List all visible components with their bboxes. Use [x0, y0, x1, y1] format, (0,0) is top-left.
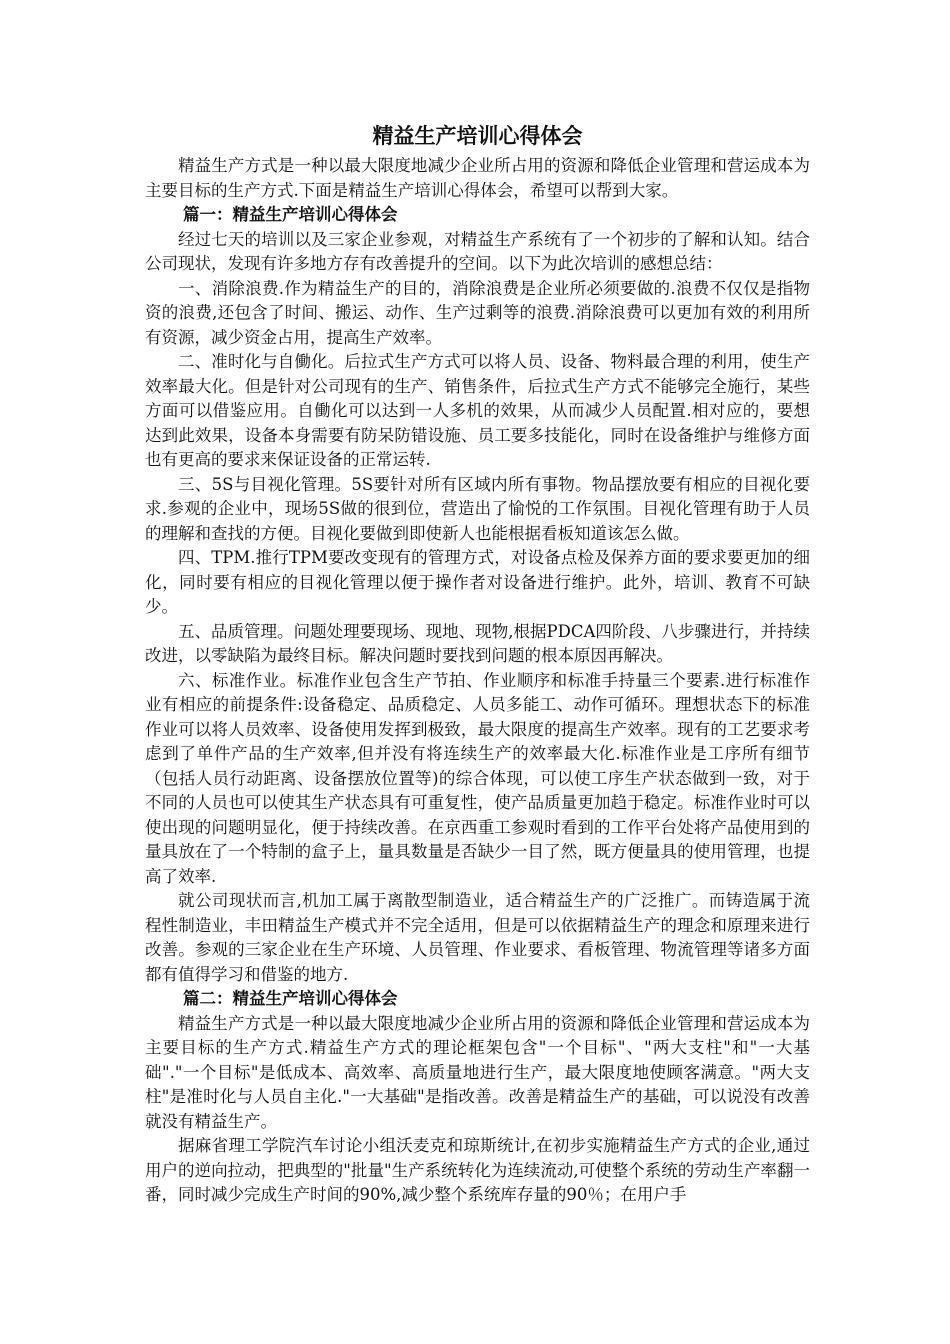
- paragraph: 三、5S与目视化管理。5S要针对所有区域内所有事物。物品摆放要有相应的目视化要求.参观的企业中，现场5S做的很到位，营造出了愉悦的工作氛围。目视化管理有助于人员的理解和查找的方便。目视化要做到即使新人也能根据看板知道该怎么做。: [145, 474, 810, 543]
- paragraph: 经过七天的培训以及三家企业参观，对精益生产系统有了一个初步的了解和认知。结合公司现状，发现有许多地方存有改善提升的空间。以下为此次培训的感想总结：: [145, 229, 810, 273]
- paragraph: 精益生产方式是一种以最大限度地减少企业所占用的资源和降低企业管理和营运成本为主要目标的生产方式.精益生产方式的理论框架包含"一个目标"、"两大支柱"和"一大基础"."一个目标"是低成本、高效率、高质量地进行生产，最大限度地使顾客满意。"两大支柱"是准时化与人员自主化."一大基础"是指改善。改善是精益生产的基础，可以说没有改善就没有精益生产。: [145, 1013, 810, 1131]
- paragraph: 二、准时化与自働化。后拉式生产方式可以将人员、设备、物料最合理的利用，使生产效率最大化。但是针对公司现有的生产、销售条件，后拉式生产方式不能够完全施行，某些方面可以借鉴应用。自働化可以达到一人多机的效果，从而减少人员配置.相对应的，要想达到此效果，设备本身需要有防呆防错设施、员工要多技能化，同时在设备维护与维修方面也有更高的要求来保证设备的正常运转.: [145, 352, 810, 469]
- paragraph: 六、标准作业。标准作业包含生产节拍、作业顺序和标准手持量三个要素.进行标准作业有相应的前提条件:设备稳定、品质稳定、人员多能工、动作可循环。理想状态下的标准作业可以将人员效率、设备使用发挥到极致，最大限度的提高生产效率。现有的工艺要求考虑到了单件产品的生产效率,但并没有将连续生产的效率最大化.标准作业是工序所有细节（包括人员行动距离、设备摆放位置等)的综合体现，可以使工序生产状态做到一致，对于不同的人员也可以使其生产状态具有可重复性，使产品质量更加趋于稳定。标准作业时可以使出现的问题明显化，便于持续改善。在京西重工参观时看到的工作平台处将产品使用到的量具放在了一个特制的盒子上，量具数量是否缺少一目了然，既方便量具的使用管理，也提高了效率.: [145, 670, 810, 886]
- intro-paragraph: 精益生产方式是一种以最大限度地减少企业所占用的资源和降低企业管理和营运成本为主要目标的生产方式.下面是精益生产培训心得体会，希望可以帮到大家。: [145, 156, 810, 200]
- section-heading-2: 篇二：精益生产培训心得体会: [183, 989, 398, 1008]
- document-body: [145, 118, 810, 1208]
- paragraph: 四、TPM.推行TPM要改变现有的管理方式，对设备点检及保养方面的要求要更加的细化，同时要有相应的目视化管理以便于操作者对设备进行维护。此外，培训、教育不可缺少。: [145, 548, 810, 616]
- paragraph: 五、品质管理。问题处理要现场、现地、现物,根据PDCA四阶段、八步骤进行，并持续改进，以零缺陷为最终目标。解决问题时要找到问题的根本原因再解决。: [145, 621, 810, 665]
- document-title: 精益生产培训心得体会: [372, 123, 583, 148]
- paragraph: 就公司现状而言,机加工属于离散型制造业，适合精益生产的广泛推广。而铸造属于流程性制造业，丰田精益生产模式并不完全适用，但是可以依据精益生产的理念和原理来进行改善。参观的三家企业在生产环境、人员管理、作业要求、看板管理、物流管理等诸多方面都有值得学习和借鉴的地方.: [145, 891, 810, 984]
- paragraph: 一、消除浪费.作为精益生产的目的，消除浪费是企业所必须要做的.浪费不仅仅是指物资的浪费,还包含了时间、搬运、动作、生产过剩等的浪费.消除浪费可以更加有效的利用所有资源，减少资金占用，提高生产效率。: [145, 278, 810, 347]
- paragraph: 据麻省理工学院汽车讨论小组沃麦克和琼斯统计,在初步实施精益生产方式的企业,通过用户的逆向拉动，把典型的"批量"生产系统转化为连续流动,可使整个系统的劳动生产率翻一番，同时减少完成生产时间的90%,减少整个系统库存量的90％；在用户手: [145, 1136, 810, 1204]
- section-heading-1: 篇一：精益生产培训心得体会: [183, 205, 398, 224]
